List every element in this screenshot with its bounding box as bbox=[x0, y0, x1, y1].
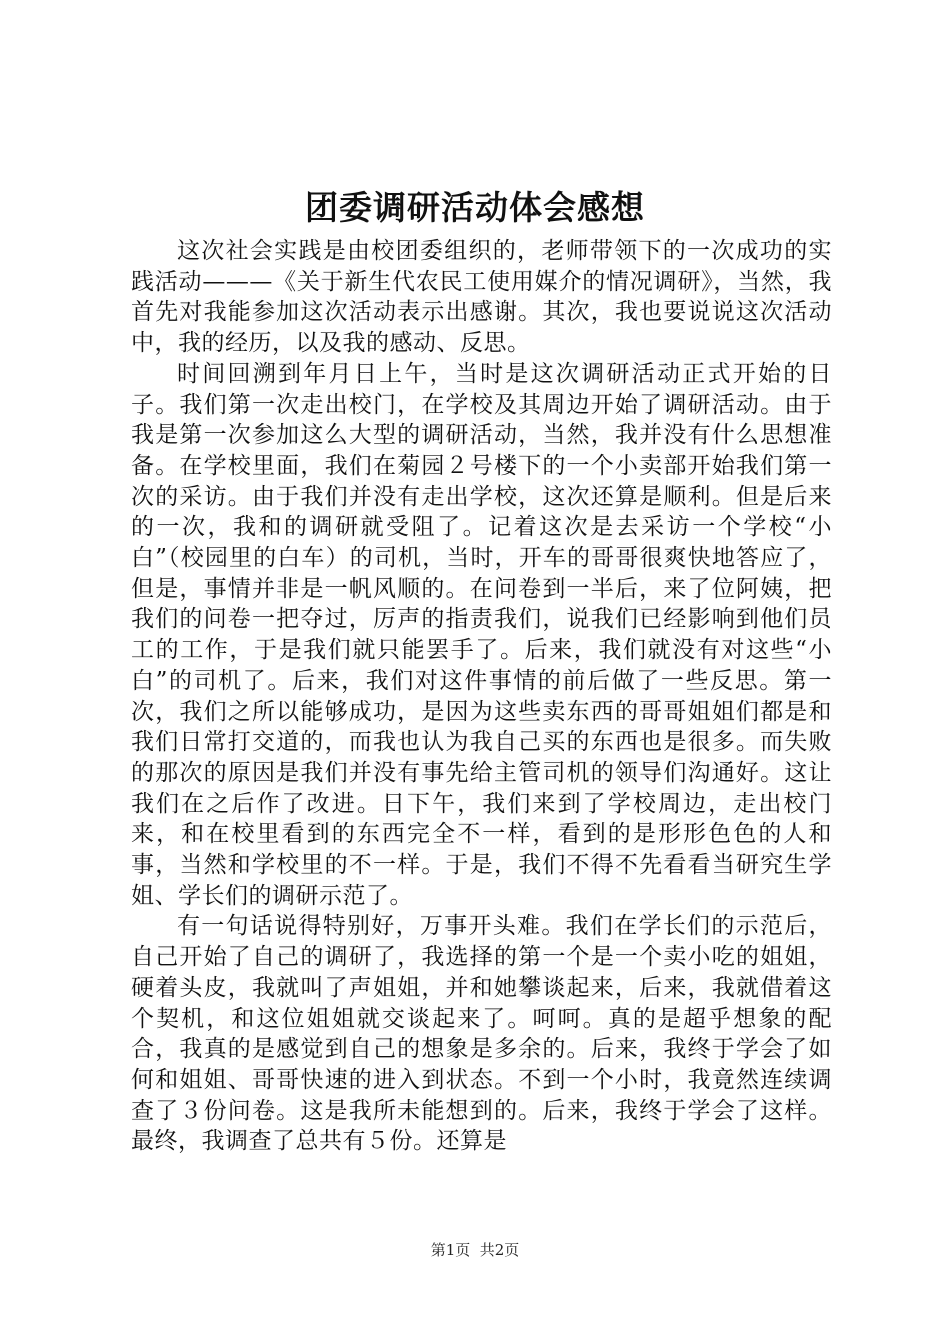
page-footer bbox=[0, 1240, 950, 1260]
paragraph-1: 这次社会实践是由校团委组织的，老师带领下的一次成功的实践活动———《关于新生代农民工使用媒介的情况调研》，当然，我首先对我能参加这次活动表示出感谢。其次，我也要说说这次活动中，我的经历，以及我的感动、反思。 bbox=[131, 238, 832, 357]
document-body bbox=[131, 236, 832, 1157]
paragraph-3: 有一句话说得特别好，万事开头难。我们在学长们的示范后，自己开始了自己的调研了，我选择的第一个是一个卖小吃的姐姐，硬着头皮，我就叫了声姐姐，并和她攀谈起来，后来，我就借着这个契机，和这位姐姐就交谈起来了。呵呵。真的是超乎想象的配合，我真的是感觉到自己的想象是多余的。后来，我终于学会了如何和姐姐、哥哥快速的进入到状态。不到一个小时，我竟然连续调查了３份问卷。这是我所未能想到的。后来，我终于学会了这样。最终，我调查了总共有５份。还算是 bbox=[131, 913, 832, 1155]
paragraph-2: 时间回溯到年月日上午，当时是这次调研活动正式开始的日子。我们第一次走出校门，在学校及其周边开始了调研活动。由于我是第一次参加这么大型的调研活动，当然，我并没有什么思想准备。在学校里面，我们在菊园２号楼下的一个小卖部开始我们第一次的采访。由于我们并没有走出学校，这次还算是顺利。但是后来的一次，我和的调研就受阻了。记着这次是去采访一个学校“小白”（校园里的白车）的司机，当时，开车的哥哥很爽快地答应了，但是，事情并非是一帆风顺的。在问卷到一半后，来了位阿姨，把我们的问卷一把夺过，厉声的指责我们，说我们已经影响到他们员工的工作，于是我们就只能罢手了。后来，我们就没有对这些“小白”的司机了。后来，我们对这件事情的前后做了一些反思。第一次，我们之所以能够成功，是因为这些卖东西的哥哥姐姐们都是和我们日常打交道的，而我也认为我自己买的东西也是很多。而失败的那次的原因是我们并没有事先给主管司机的领导们沟通好。这让我们在之后作了改进。日下午，我们来到了学校周边，走出校门来，和在校里看到的东西完全不一样，看到的是形形色色的人和事，当然和学校里的不一样。于是，我们不得不先看看当研究生学姐、学长们的调研示范了。 bbox=[131, 360, 832, 909]
page-number: 第1页 共2页 bbox=[430, 1241, 520, 1259]
document-title: 团委调研活动体会感想 bbox=[305, 188, 645, 227]
